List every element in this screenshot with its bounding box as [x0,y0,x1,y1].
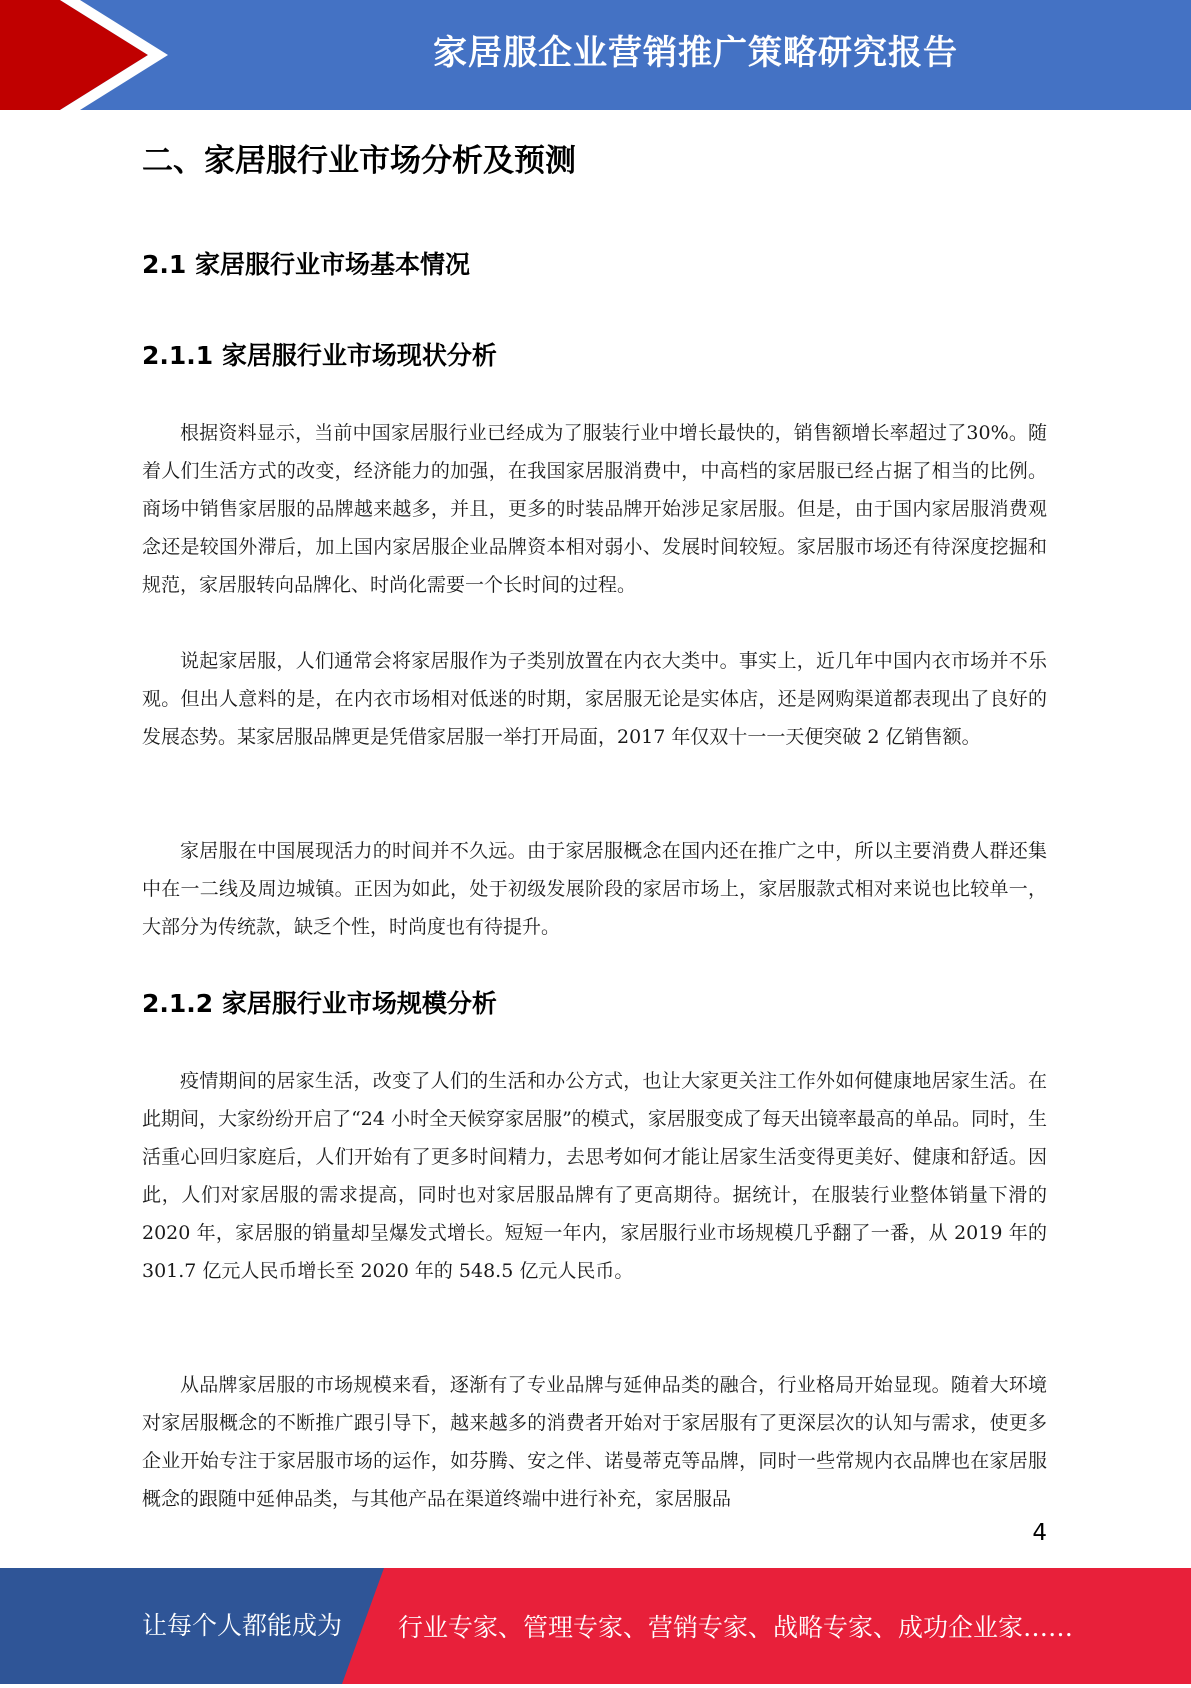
footer-slogan-right: 行业专家、管理专家、营销专家、战略专家、成功企业家…… [398,1613,1074,1642]
header-arrow-decoration [0,0,200,110]
paragraph: 从品牌家居服的市场规模来看，逐渐有了专业品牌与延伸品类的融合，行业格局开始显现。随着大环境对家居服概念的不断推广跟引导下，越来越多的消费者开始对于家居服有了更深层次的认知与需求，使更多企业开始专注于家居服市场的运作，如芬腾、安之伴、诺曼蒂克等品牌，同时一些常规内衣品牌也在家居服概念的跟随中延伸品类，与其他产品在渠道终端中进行补充，家居服品 [142,1374,1047,1510]
paragraph: 说起家居服，人们通常会将家居服作为子类别放置在内衣大类中。事实上，近几年中国内衣市场并不乐观。但出人意料的是，在内衣市场相对低迷的时期，家居服无论是实体店，还是网购渠道都表现出了良好的发展态势。某家居服品牌更是凭借家居服一举打开局面，2017 年仅双十一一天便突破 2 亿销售额。 [142,650,1047,748]
chapter-heading: 二、家居服行业市场分析及预测 [142,143,576,179]
report-footer [0,1568,1191,1684]
footer-slogan-left: 让每个人都能成为 [142,1611,343,1640]
section-heading-2-1: 2.1 家居服行业市场基本情况 [142,250,470,279]
section-heading-2-1-1: 2.1.1 家居服行业市场现状分析 [142,341,497,370]
paragraph: 家居服在中国展现活力的时间并不久远。由于家居服概念在国内还在推广之中，所以主要消费人群还集中在一二线及周边城镇。正因为如此，处于初级发展阶段的家居市场上，家居服款式相对来说也比较单一，大部分为传统款，缺乏个性，时尚度也有待提升。 [142,840,1047,938]
paragraph: 疫情期间的居家生活，改变了人们的生活和办公方式，也让大家更关注工作外如何健康地居家生活。在此期间，大家纷纷开启了“24 小时全天候穿家居服”的模式，家居服变成了每天出镜率最高的单品。同时，生活重心回归家庭后，人们开始有了更多时间精力，去思考如何才能让居家生活变得更美好、健康和舒适。因此，人们对家居服的需求提高，同时也对家居服品牌有了更高期待。据统计，在服装行业整体销量下滑的 2020 年，家居服的销量却呈爆发式增长。短短一年内，家居服行业市场规模几乎翻了一番，从 2019 年的 301.7 亿元人民币增长至 2020 年的 548.5 亿元人民币。 [142,1070,1047,1282]
report-header [0,0,1191,110]
page-number: 4 [1032,1520,1047,1546]
paragraph: 根据资料显示，当前中国家居服行业已经成为了服装行业中增长最快的，销售额增长率超过了30%。随着人们生活方式的改变，经济能力的加强，在我国家居服消费中，中高档的家居服已经占据了相当的比例。商场中销售家居服的品牌越来越多，并且，更多的时装品牌开始涉足家居服。但是，由于国内家居服消费观念还是较国外滞后，加上国内家居服企业品牌资本相对弱小、发展时间较短。家居服市场还有待深度挖掘和规范，家居服转向品牌化、时尚化需要一个长时间的过程。 [142,422,1047,596]
section-heading-2-1-2: 2.1.2 家居服行业市场规模分析 [142,989,497,1018]
report-title: 家居服企业营销推广策略研究报告 [433,33,958,73]
